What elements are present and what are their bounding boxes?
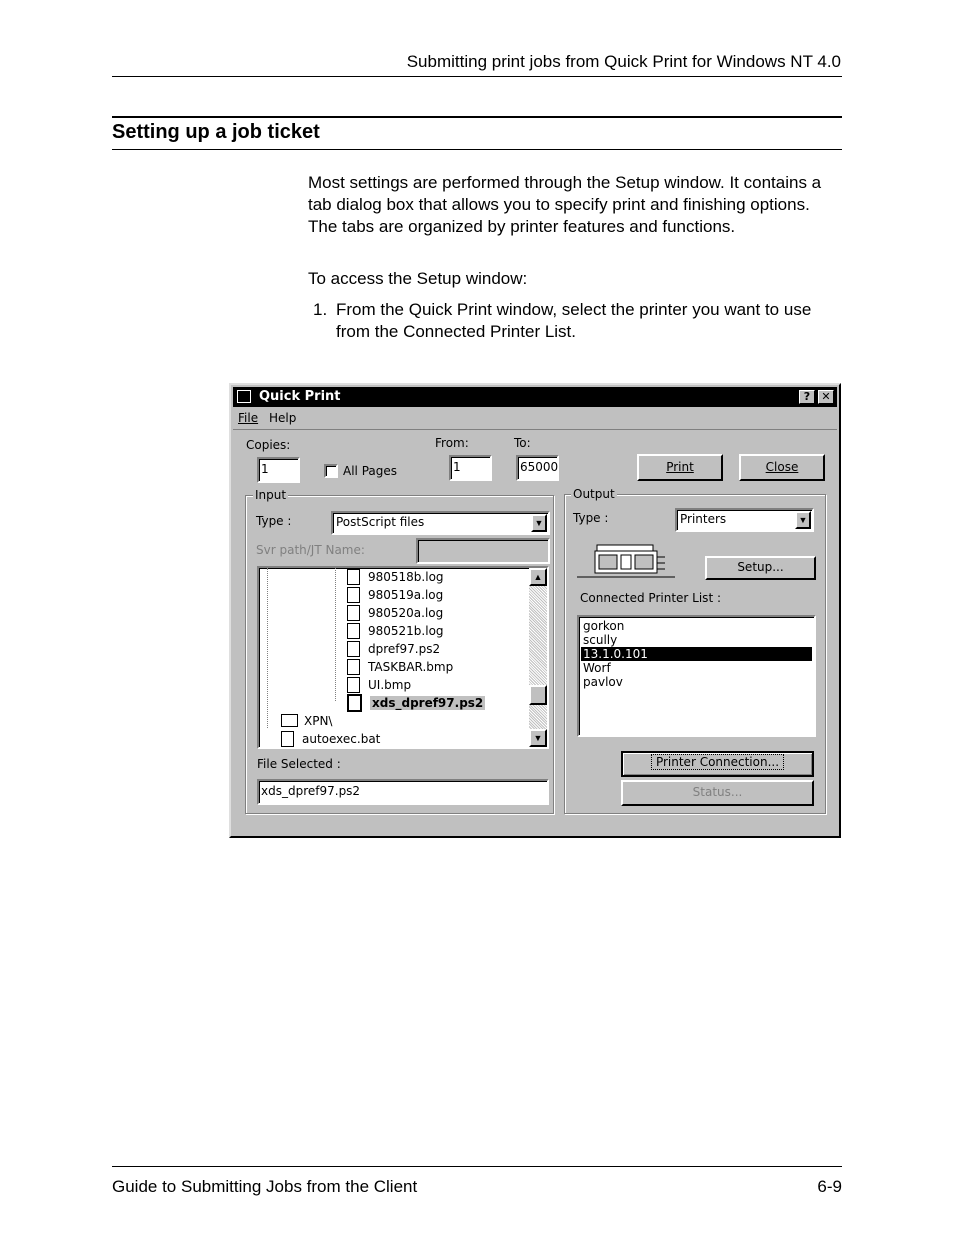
all-pages-label: All Pages xyxy=(343,464,397,478)
setup-button-label: Setup... xyxy=(737,560,784,574)
copies-input[interactable] xyxy=(257,457,300,483)
file-item[interactable] xyxy=(281,730,380,748)
page-number: 6-9 xyxy=(817,1177,842,1196)
tree-line-root xyxy=(267,568,268,728)
svr-path-input[interactable] xyxy=(416,538,550,564)
app-icon xyxy=(237,390,251,403)
step-number: 1. xyxy=(313,300,328,319)
file-icon xyxy=(347,623,360,639)
output-type-value: Printers xyxy=(680,512,727,526)
input-type-select[interactable] xyxy=(331,511,550,535)
file-item[interactable] xyxy=(347,640,440,658)
file-item-selected[interactable] xyxy=(347,694,485,712)
file-name: dpref97.ps2 xyxy=(368,642,441,656)
file-name: xds_dpref97.ps2 xyxy=(372,696,484,710)
file-item[interactable] xyxy=(347,676,411,694)
copies-value: 1 xyxy=(261,462,269,476)
running-header: Submitting print jobs from Quick Print for Windows NT 4.0 xyxy=(406,52,841,71)
section-rule-bottom xyxy=(112,149,842,150)
file-item[interactable] xyxy=(347,604,443,622)
copies-label: Copies: xyxy=(246,438,291,452)
file-icon xyxy=(347,677,360,693)
paragraph-intro: Most settings are performed through the Setup window. It contains a tab dialog box that allows you to specify print and finishing options. The tabs are organized by printer features and functions. xyxy=(308,173,822,236)
close-button[interactable] xyxy=(739,454,825,481)
from-value: 1 xyxy=(453,460,461,474)
file-item[interactable] xyxy=(347,658,453,676)
file-icon xyxy=(347,605,360,621)
section-rule-top xyxy=(112,116,842,118)
printer-list-item[interactable]: gorkon xyxy=(583,619,625,633)
close-button-label: Close xyxy=(765,460,799,474)
to-value: 65000 xyxy=(520,460,559,474)
connected-printer-list[interactable] xyxy=(577,615,816,737)
file-name: 980519a.log xyxy=(368,588,444,602)
tree-scrollbar[interactable] xyxy=(529,568,547,747)
quick-print-dialog xyxy=(229,383,841,838)
file-item[interactable] xyxy=(347,622,444,640)
input-type-label: Type : xyxy=(256,514,292,528)
printer-connection-label: Printer Connection... xyxy=(652,755,783,769)
file-name: 980521b.log xyxy=(368,624,444,638)
setup-button[interactable] xyxy=(705,556,816,580)
printer-list-item[interactable]: scully xyxy=(583,633,618,647)
to-input[interactable] xyxy=(516,455,559,481)
file-icon xyxy=(281,731,294,747)
file-name: autoexec.bat xyxy=(302,732,381,746)
all-pages-checkbox[interactable] xyxy=(324,464,338,478)
printer-list-item-selected[interactable]: 13.1.0.101 xyxy=(581,647,812,661)
svr-path-label: Svr path/JT Name: xyxy=(256,543,365,557)
folder-item[interactable] xyxy=(281,712,332,730)
menu-divider xyxy=(233,429,837,430)
file-icon xyxy=(347,641,360,657)
printer-list-item[interactable]: pavlov xyxy=(583,675,623,689)
title-bar xyxy=(233,387,837,407)
header-rule xyxy=(112,76,842,77)
file-item[interactable] xyxy=(347,586,443,604)
tree-line-branch xyxy=(335,568,336,701)
file-name: TASKBAR.bmp xyxy=(368,660,454,674)
footer-left: Guide to Submitting Jobs from the Client xyxy=(112,1177,418,1196)
input-type-dropdown-icon[interactable]: ▼ xyxy=(531,514,547,532)
help-button[interactable]: ? xyxy=(799,390,815,404)
status-button-label: Status... xyxy=(692,785,743,799)
input-type-value: PostScript files xyxy=(336,515,425,529)
step-text: From the Quick Print window, select the printer you want to use from the Connected Printer List. xyxy=(336,300,812,341)
footer-rule xyxy=(112,1166,842,1167)
print-button[interactable] xyxy=(637,454,723,481)
menu-help[interactable]: Help xyxy=(269,411,297,425)
dialog-title: Quick Print xyxy=(259,389,341,404)
file-name: 980520a.log xyxy=(368,606,444,620)
folder-name: XPN\ xyxy=(304,714,333,728)
file-icon xyxy=(347,659,360,675)
file-icon xyxy=(347,694,362,712)
file-item[interactable] xyxy=(347,568,444,586)
print-button-label: Print xyxy=(666,460,694,474)
connected-printer-list-label: Connected Printer List : xyxy=(580,591,721,605)
to-label: To: xyxy=(514,436,531,450)
printer-icon xyxy=(577,543,675,579)
scroll-up-icon[interactable]: ▲ xyxy=(529,568,547,586)
file-tree[interactable] xyxy=(257,566,549,749)
printer-connection-button[interactable] xyxy=(621,751,814,777)
close-icon[interactable]: ✕ xyxy=(818,390,834,404)
output-type-select[interactable] xyxy=(675,508,814,532)
output-legend: Output xyxy=(573,487,615,501)
output-type-label: Type : xyxy=(573,511,609,525)
printer-list-item[interactable]: Worf xyxy=(583,661,611,675)
section-heading: Setting up a job ticket xyxy=(112,121,320,143)
output-type-dropdown-icon[interactable]: ▼ xyxy=(795,511,811,529)
file-selected-input[interactable] xyxy=(257,779,549,805)
from-label: From: xyxy=(435,436,469,450)
menu-file[interactable]: File xyxy=(238,411,259,425)
from-input[interactable] xyxy=(449,455,492,481)
file-icon xyxy=(347,587,360,603)
file-name: UI.bmp xyxy=(368,678,412,692)
file-selected-label: File Selected : xyxy=(257,757,341,771)
file-selected-value: xds_dpref97.ps2 xyxy=(261,784,361,798)
scroll-down-icon[interactable]: ▼ xyxy=(529,729,547,747)
folder-icon xyxy=(281,714,298,727)
paragraph-access: To access the Setup window: xyxy=(308,269,528,288)
file-name: 980518b.log xyxy=(368,570,444,584)
file-icon xyxy=(347,569,360,585)
input-legend: Input xyxy=(255,488,287,502)
status-button[interactable] xyxy=(621,780,814,806)
scroll-thumb[interactable] xyxy=(529,685,547,705)
